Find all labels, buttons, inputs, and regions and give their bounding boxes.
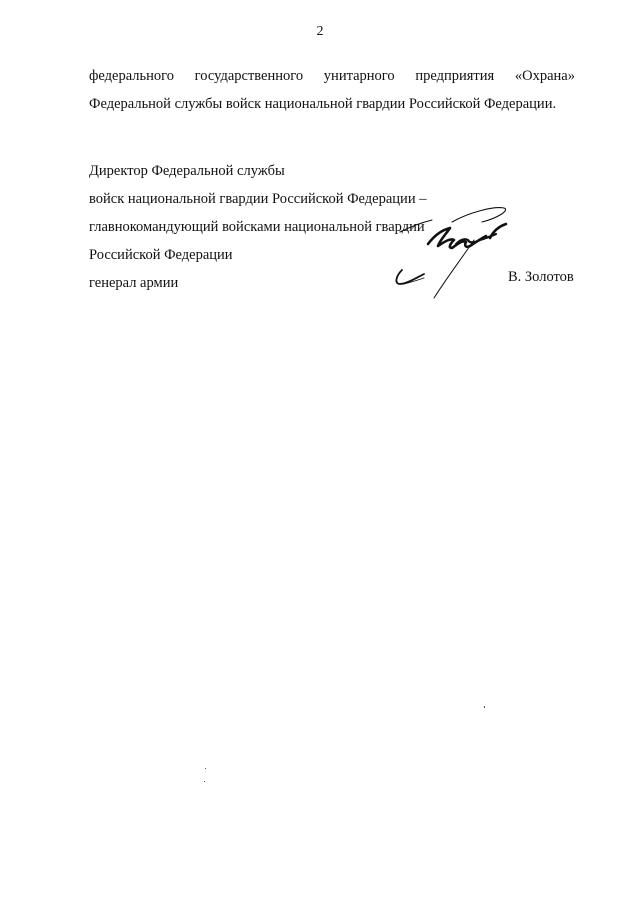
scan-speck (205, 768, 206, 769)
signer-name: В. Золотов (508, 269, 574, 285)
paragraph-line-2: Федеральной службы войск национальной гвардии Российской Федерации. (89, 96, 557, 112)
handwritten-signature (390, 200, 520, 305)
signatory-title-line-3: главнокомандующий войсками национальной гвардии (89, 219, 425, 235)
body-paragraph (89, 62, 575, 118)
scan-speck (484, 706, 485, 708)
signatory-title-line-1: Директор Федеральной службы (89, 163, 285, 179)
scan-speck (204, 781, 205, 782)
signatory-title-line-2: войск национальной гвардии Российской Федерации – (89, 191, 427, 207)
paragraph-line-1: федерального государственного унитарного предприятия «Охрана» (89, 68, 575, 84)
page-number: 2 (316, 24, 324, 39)
signatory-title-line-4: Российской Федерации (89, 247, 233, 263)
signatory-title (89, 157, 426, 297)
signatory-rank: генерал армии (89, 275, 179, 291)
